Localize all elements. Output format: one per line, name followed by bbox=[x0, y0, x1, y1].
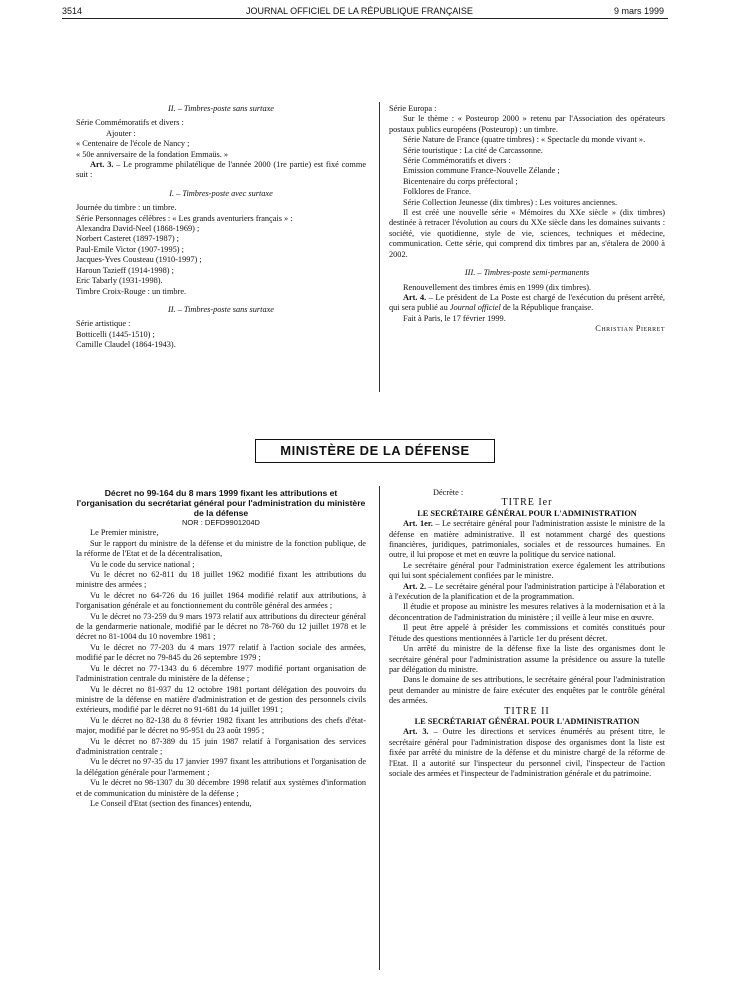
decrete: Décrète : bbox=[433, 488, 464, 497]
paragraph: Vu le décret no 81-937 du 12 octobre 1981 portant délégation des pouvoirs du ministre de la défense en matière d'administration et de gestion des personnels civils extérieurs, modifié par le décret no 91-681 du 14 juillet 1991 ; bbox=[76, 684, 366, 715]
paragraph: Série Nature de France (quatre timbres) : « Spectacle du monde vivant ». bbox=[403, 135, 646, 145]
paragraph: Il est créé une nouvelle série « Mémoires du XXe siècle » (dix timbres) destinée à retracer l'évolution au cours du XXe siècle dans les domaines suivants : société, vie quotidienne, style de vie, sciences, techniques et médecine, communication. Cette série, qui comprend dix timbres par an, s'étalera de 2000 à 2002. bbox=[389, 208, 665, 259]
paragraph: Le secrétaire général pour l'administration exerce également les attributions qui lui sont spécialement confiées par le ministre. bbox=[389, 560, 665, 581]
journal-title: JOURNAL OFFICIEL DE LA RÉPUBLIQUE FRANÇAISE bbox=[246, 6, 473, 16]
paragraph: Série touristique : La cité de Carcassonne. bbox=[403, 145, 543, 155]
text-line: Alexandra David-Neel (1868-1969) ; bbox=[76, 224, 200, 234]
paragraph: Vu le décret no 82-138 du 8 février 1982 fixant les attributions des chefs d'état-major, modifié par le décret no 95-951 du 23 août 1995 ; bbox=[76, 715, 366, 736]
paragraph: Le Conseil d'Etat (section des finances) entendu, bbox=[90, 798, 252, 808]
paragraph: Vu le décret no 64-726 du 16 juillet 1964 modifié relatif aux attributions, à l'organisation générale et au fonctionnement du contrôle général des armées ; bbox=[76, 590, 366, 611]
article-4: Art. 4. – Le président de La Poste est chargé de l'exécution du présent arrêté, qui sera publié au Journal officiel de la République française. bbox=[389, 292, 665, 313]
paragraph: Dans le domaine de ses attributions, le secrétaire général pour l'administration peut demander au ministre de faire exécuter des enquêtes par le contrôle général des armées. bbox=[389, 675, 665, 706]
top-left-column bbox=[76, 104, 366, 351]
text-line: Botticelli (1445-1510) ; bbox=[76, 329, 155, 339]
decree-right-column bbox=[389, 488, 665, 779]
page-number: 3514 bbox=[62, 6, 83, 16]
signature: Christian Pierret bbox=[595, 324, 665, 334]
paragraph: Renouvellement des timbres émis en 1999 (dix timbres). bbox=[403, 282, 592, 292]
paragraph: Série Commémoratifs et divers : bbox=[403, 156, 511, 166]
decree-left-column bbox=[76, 488, 366, 809]
text-line: « Centenaire de l'école de Nancy ; bbox=[76, 139, 190, 149]
top-right-column bbox=[389, 104, 665, 335]
section-heading: II. – Timbres-poste sans surtaxe bbox=[168, 304, 274, 314]
article-2: Art. 2. – Le secrétaire général pour l'administration participe à l'élaboration et à l'exécution de la planification et de la programmation. bbox=[389, 581, 665, 602]
paragraph: Le Premier ministre, bbox=[90, 528, 159, 538]
paragraph: Un arrêté du ministre de la défense fixe la liste des organismes dont le secrétaire général pour l'administration assume la présidence ou assure la tutelle par délégation du ministre. bbox=[389, 644, 665, 674]
titre-1: TITRE Ier bbox=[501, 497, 553, 509]
text-line: Norbert Casteret (1897-1987) ; bbox=[76, 234, 179, 244]
paragraph: Série Collection Jeunesse (dix timbres) : Les voitures anciennes. bbox=[403, 197, 618, 207]
text-line: Série Personnages célèbres : « Les grands aventuriers français » : bbox=[76, 213, 293, 223]
paragraph: Vu le décret no 77-203 du 4 mars 1977 relatif à l'action sociale des armées, modifié par le décret no 79-845 du 26 septembre 1979 ; bbox=[76, 642, 366, 663]
nor-reference: NOR : DEFD9901204D bbox=[182, 518, 260, 527]
titre-2-subtitle: LE SECRÉTARIAT GÉNÉRAL POUR L'ADMINISTRATION bbox=[414, 716, 640, 726]
article-3: Art. 3. – Le programme philatélique de l'année 2000 (1re partie) est fixé comme suit : bbox=[76, 160, 367, 180]
issue-date: 9 mars 1999 bbox=[614, 6, 665, 16]
text-line: Eric Tabarly (1931-1998). bbox=[76, 276, 163, 286]
text-line: Jacques-Yves Cousteau (1910-1997) ; bbox=[76, 255, 202, 265]
column-divider bbox=[379, 102, 380, 392]
paragraph: Sur le rapport du ministre de la défense et du ministre de la fonction publique, de la réforme de l'Etat et de la décentralisation, bbox=[76, 538, 366, 559]
paragraph: Emission commune France-Nouvelle Zélande ; bbox=[403, 166, 560, 176]
paragraph: Vu le décret no 77-1343 du 6 décembre 1977 modifié portant organisation de l'administration centrale du ministère de la défense ; bbox=[76, 663, 366, 684]
paragraph: Il étudie et propose au ministre les mesures relatives à la modernisation et à la déconcentration de l'administration du ministère ; il veille à leur mise en œuvre. bbox=[389, 602, 665, 622]
titre-1-subtitle: LE SECRÉTAIRE GÉNÉRAL POUR L'ADMINISTRATION bbox=[417, 508, 637, 518]
section-heading: III. – Timbres-poste semi-permanents bbox=[464, 268, 590, 278]
ministry-banner: MINISTÈRE DE LA DÉFENSE bbox=[255, 439, 495, 463]
text-line: « 50e anniversaire de la fondation Emmaüs. » bbox=[76, 149, 229, 159]
paragraph: Vu le décret no 73-259 du 9 mars 1973 relatif aux attributions du directeur général de la gendarmerie nationale, modifié par le décret no 78-760 du 12 juillet 1978 et le décret no 81-1004 du 10 novembre 1981 ; bbox=[76, 611, 366, 642]
text-line: Paul-Emile Victor (1907-1995) ; bbox=[76, 244, 184, 254]
text-line: Timbre Croix-Rouge : un timbre. bbox=[76, 286, 187, 296]
paragraph: Folklores de France. bbox=[403, 187, 471, 197]
text-line: Journée du timbre : un timbre. bbox=[76, 203, 177, 213]
article-3: Art. 3. – Outre les directions et services énumérés au présent titre, le secrétaire général pour l'administration dispose des organismes dont la liste est fixée par arrêté du ministre de la défense et du ministre chargé de la réforme de l'Etat. Il a autorité sur l'inspecteur du personnel civil, l'inspecteur de l'action sociale des armées et l'inspecteur de l'administration générale et du patrimoine. bbox=[389, 727, 665, 778]
column-divider bbox=[379, 486, 380, 970]
done-at: Fait à Paris, le 17 février 1999. bbox=[403, 313, 506, 323]
text-line: Série artistique : bbox=[76, 319, 131, 329]
text-line: Ajouter : bbox=[106, 128, 136, 138]
paragraph: Vu le décret no 87-389 du 15 juin 1987 relatif à l'organisation des services d'administration centrale ; bbox=[76, 736, 366, 756]
paragraph: Il peut être appelé à présider les commissions et comités constitués pour l'étude des questions mentionnées à l'article 1er du présent décret. bbox=[389, 623, 665, 643]
decree-title: Décret no 99-164 du 8 mars 1999 fixant les attributions et l'organisation du secrétariat général pour l'administration du ministère de la défense bbox=[76, 488, 366, 518]
page-header bbox=[0, 0, 731, 20]
titre-2: TITRE II bbox=[504, 705, 550, 717]
paragraph: Vu le décret no 97-35 du 17 janvier 1997 fixant les attributions et l'organisation de la délégation générale pour l'armement ; bbox=[76, 757, 366, 777]
paragraph: Sur le thème : « Posteurop 2000 » retenu par l'Association des opérateurs postaux publics européens (Posteurop) : un timbre. bbox=[389, 114, 665, 134]
text-line: Série Commémoratifs et divers : bbox=[76, 118, 184, 128]
header-rule bbox=[62, 18, 668, 19]
section-heading: I. – Timbres-poste avec surtaxe bbox=[169, 188, 273, 198]
article-1: Art. 1er. – Le secrétaire général pour l'administration assiste le ministre de la défense en matière administrative. Il est notamment chargé des questions financières, juridiques, patrimoniales, sociales et de ressources humaines. En outre, il lui propose et met en œuvre la politique du service national. bbox=[389, 519, 665, 560]
paragraph: Vu le décret no 62-811 du 18 juillet 1962 modifié fixant les attributions du ministre des armées ; bbox=[76, 570, 366, 590]
text-line: Haroun Tazieff (1914-1998) ; bbox=[76, 265, 174, 275]
section-heading: II. – Timbres-poste sans surtaxe bbox=[168, 104, 274, 113]
paragraph: Vu le décret no 98-1307 du 30 décembre 1998 relatif aux systèmes d'information et de communication du ministère de la défense ; bbox=[76, 778, 366, 798]
paragraph: Vu le code du service national ; bbox=[90, 559, 195, 569]
text-line: Camille Claudel (1864-1943). bbox=[76, 340, 176, 350]
paragraph: Bicentenaire du corps préfectoral ; bbox=[403, 176, 518, 186]
text-line: Série Europa : bbox=[389, 104, 437, 113]
